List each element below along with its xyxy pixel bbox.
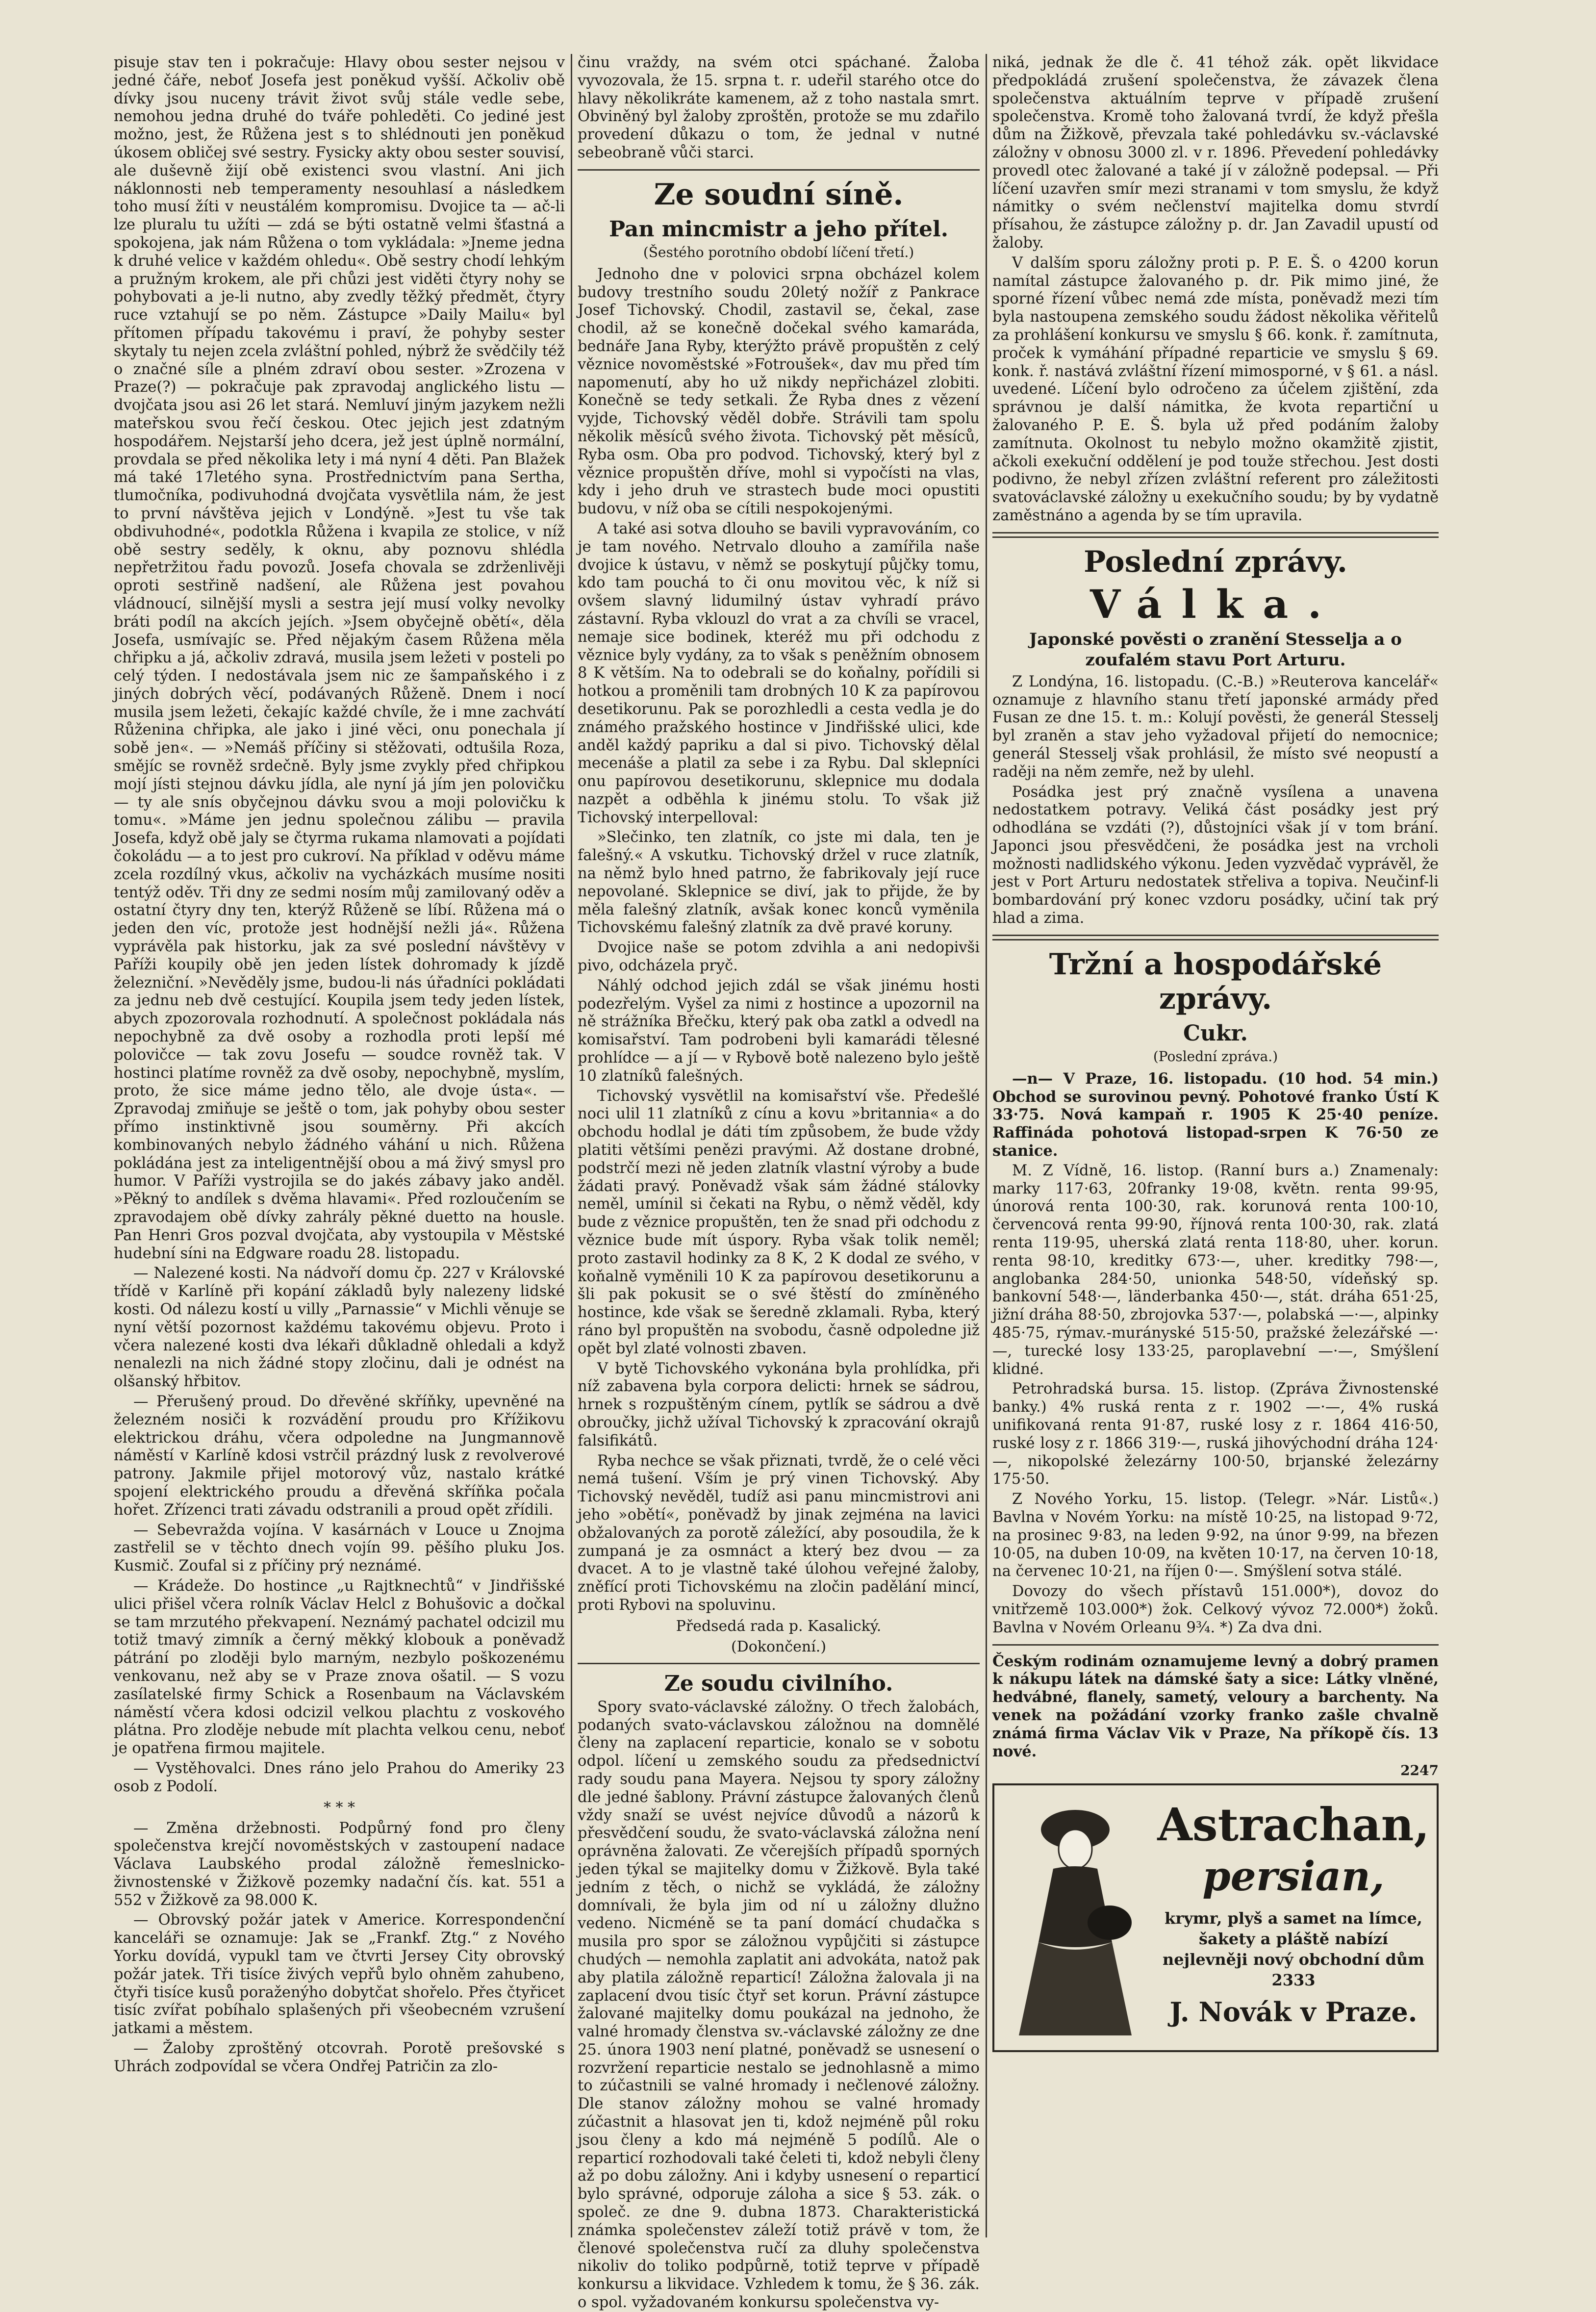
column-rule (571, 54, 572, 2237)
article-subtitle: (Šestého porotního období líčení třetí.) (643, 244, 914, 260)
ad-body (1156, 1908, 1431, 1990)
woman-figure-icon (1004, 1795, 1146, 2040)
divider (992, 532, 1439, 538)
notice-text: Českým rodinám oznamujeme levný a dobrý pramen k nákupu látek na dámské šaty a sice: Látky vlněné, hedvábné, flanely, sametý, veloury a barchenty. Na venek na požádání vzorky franko zašle chvalně známá firma Václav Vik v Praze, Na příkopě čís. 13 nové. (992, 1652, 1439, 1760)
article-chair: Předsedá rada p. Kasalický. (676, 1617, 882, 1635)
notice-number: 2247 (1400, 1762, 1439, 1779)
market-text: Dovozy do všech přístavů 151.000*), dovoz do vnitřzemě 103.000*) žok. Celkový vývoz 72.000*) žoků. Bavlna v Novém Orleanu 9¾. *) Za dva dni. (992, 1583, 1439, 1636)
article-text: — Změna držebnosti. Podpůrný fond pro členy společenstva krejčí novoměstských v zastoupení nadace Václava Laubského prodal záložně řemeslnicko-živnostenské v Žižkově pozemky nadační čís. kat. 551 a 552 v Žižkově za 98.000 K. (114, 1819, 565, 1909)
divider (578, 169, 980, 171)
article-text: pisuje stav ten i pokračuje: Hlavy obou sester nejsou v jedné čáře, neboť Josefa jest poněkud vyšší. Ačkoliv obě dívky jsou nuceny trávit život svůj stále vedle sebe, nemohou jedna druhé do tváře pohleděti. Co jediné jest možno, jest, že Růžena jest s to shlédnouti jen poněkud úkosem obličej své sestry. Fysicky akty obou sester souvisí, ale duševně žijí obě existenci svou vlastní. Ani jich náklonnosti neb temperamenty nesouhlasí a následkem toho musí žíti v neustálém kompromisu. Dvojice ta — ač-li lze pluralu tu užíti — zdá se býti ostatně velmi šťastná a spokojena, jak nám Růžena o tom vykládala: »Jneme jedna k druhé velice v každém ohledu«. Obě sestry chodí lehkým a pružným krokem, ale při chůzi jest viděti čtyry nohy se pohybovati a je-li nutno, aby zvedly těžký předmět, čtyry ruce vztahují se po něm. Zástupce »Daily Mailu« byl přítomen případu takovému i praví, že pohyby sester skytaly tu nejen zcela zvláštní pohled, nýbrž že svědčily též o značné síle a plném zdraví obou sester. »Zrozena v Praze(?) — pokračuje pak zpravodaj anglického listu — dvojčata jsou asi 26 let stará. Nemluví jiným jazykem nežli mateřskou svou řečí českou. Otec jejich jest zdatným hospodářem. Nejstarší jeho dcera, jež jest úplně normální, provdala se před několika lety i má nyní 4 děti. Pan Blažek má také 17letého syna. Prostřednictvím pana Sertha, tlumočníka, podivuhodná dvojčata vysvětlila nám, že jest to první návštěva jejich v Londýně. »Jest tu vše tak obdivuhodné«, podotkla Růžena i kvapila ze stolice, v níž obě sestry seděly, k oknu, aby poznovu shlédla nepřetržitou řadu povozů. Josefa chovala se zdrženlivěji oproti sestřině nadšení, ale Růžena jest povahou vládnoucí, silnější mysli a sestra její musí volky nevolky bráti podíl na akcích jejích. »Jsem obyčejně obětí«, děla Josefa, usmívajíc se. Před nějakým časem Růžena měla chřipku a já, ačkoliv zdravá, musila jsem ležeti v posteli po celý týden. I nedostávala jsem nic ze šampaňského i z jiných dobrých věcí, podávaných Růženě. Dnem i nocí musila jsem ležeti, čekajíc každé chvíle, že i mne zachvátí Růženina chřipka, ale jako i jiné věci, onu ponechala jí sobě jen«. — »Nemáš příčiny si stěžovati, odtušila Roza, smějíc se rovněž srdečně. Byly jsme zvykly před chřipkou mojí jísti stejnou dávku jídla, ale nyní já jím jen polovičku — ty ale snís obyčejnou dávku svou a moji polovičku k tomu«. »Máme jen jednu společnou zálibu — pravila Josefa, když obě jaly se čtyrma rukama nlamovati a pojídati čokoládu — a to jest pro cukroví. Na příklad v oděvu máme zcela rozdílný vkus, ačkoliv na vycházkách musíme nositi tentýž oděv. Tři dny ze sedmi nosím můj zamilovaný oděv a ostatní čtyry dny ten, kterýž Růženě se líbí. Růžena má o jeden den víc, protože jest hodnější nežli já«. Růžena vyprávěla pak historku, jak za své poslední návštěvy v Paříži koupily obě jen jeden lístek dohromady k jízdě železniční. »Nevěděly jsme, budou-li nás úřadníci pokládati za jednu neb dvě cestující. Koupila jsem tedy jeden lístek, abych zpozorovala rozhodnutí. A společnost pokládala nás nepochybně za dvě osoby a rozhodla proti lepší mé polovičce — tak zovu Josefu — soudce rovněž tak. V hostinci platíme rovněž za dvě osoby, nepochybně, myslím, proto, že sice máme jedno tělo, ale dvoje ústa«. — Zpravodaj zmiňuje se ještě o tom, jak pohyby obou sester přímo instinktivně jsou souměrny. Při akcích kombinovaných nebylo žádného váhání u nich. Růžena pokládána jest za inteligentnější obou a má živý smysl pro humor. V Paříži vystrojila se do jakés zábavy jako anděl. »Pěkný to andílek s dvěma hlavami«. Před rozloučením se zpravodajem obě dívky zahrály pěkné duetto na housle. Pan Henri Gros pozval dvojčata, aby vystoupila v Městské hudební síni na Edgware roadu 28. listopadu. (114, 54, 565, 1262)
article-text: niká, jednak že dle č. 41 téhož zák. opět likvidace předpokládá zrušení společenstva, že závazek člena společenstva aktuálním teprve v případě zrušení společenstva. Kromě toho žalovaná tvrdí, že když přešla dům na Žižkově, převzala také pohledávku sv.-václavské záložny v obnosu 3000 zl. v r. 1896. Převedení pohledávky provedl otec žalované a také jí v záložně podepsal. — Při líčení uzavřen smír mezi stranami v tom smyslu, že když námitky o svém nečlenství majitelka domu stvrdí přísahou, že zástupce záložny p. dr. Jan Zavadil upustí od žaloby. (992, 54, 1439, 252)
ad-firm: J. Novák v Praze. (1169, 1996, 1418, 2028)
article-text: A také asi sotva dlouho se bavili vypravováním, co je tam nového. Netrvalo dlouho a zamířila naše dvojice k ústavu, v němž se poskytují půjčky tomu, kdo tam pouchá to či onu movitou věc, k níž si ovšem slavný lidumilný ústav vyhradí právo zástavní. Ryba vklouzl do vrat a za chvíli se vracel, nemaje sice bodinek, kteréž mu při odchodu z věznice byly vydány, za to však s peněžním obnosem 8 K větším. Na to odebrali se do koňalny, pořídili si hotkou a proměnili tam drobných 10 K za papírovou desetikorunu. Pak se porozhledli a cesta vedla je do známého pražského hostince v Jindřišské ulici, kde anděl každý papriku a dal si pivo. Tichovský dělal mecenáše a platil za sebe i za Rybu. Dal sklepníci onu papírovou desetikorunu, sklepnice mu dodala nazpět a odběhla k jinému stolu. To však již Tichovský interpelloval: (578, 520, 980, 826)
article-text: Tichovský vysvětlil na komisařství vše. Předešlé noci ulil 11 zlatníků z cínu a kovu »britannia« a do obchodu hodlal je dáti tím způsobem, že bude vždy platiti většími penězi pravými. Až dostane drobné, podstrčí mezi ně jeden zlatník vlastní výroby a bude žádati pravý. Poněvadž však sám žádné stálovky neměl, umínil si čekati na Rybu, o němž věděl, kdy bude z věznice propuštěn, ten že snad při odchodu z věznice bude mít úspory. Ryba však tolik neměl; proto zastavil hodinky za 8 K, 2 K dodal ze svého, v koňalně vyměnili 10 K za papírovou desetikorunu a šli pak pokusit se o své štěstí do zmíněného hostince, kde však se šeredně zklamali. Ryba, který ráno byl propuštěn na svobodu, časně odpoledne již opět byl zlaté volnosti zbaven. (578, 1087, 980, 1357)
column-right (992, 54, 1439, 2237)
market-text: Z Nového Yorku, 15. listop. (Telegr. »Nár. Listů«.) Bavlna v Novém Yorku: na místě 10·25, na listopad 9·72, na prosinec 9·83, na leden 9·92, na únor 9·99, na březen 10·05, na duben 10·09, na květen 10·17, na červen 10·18, na červenec 10·21, na říjen 0·—. Smýšlení sotva stálé. (992, 1491, 1439, 1580)
article-text: »Slečinko, ten zlatník, co jste mi dala, ten je falešný.« A vskutku. Tichovský držel v ruce zlatník, na němž bylo hned patrno, že fabrikovaly její ruce nepovolané. Sklepnice se diví, jak to přijde, že by měla falešný zlatník, avšak konec konců vyměnila Tichovskému falešný zlatník za dvě pravé koruny. (578, 829, 980, 937)
article-text: — Sebevražda vojína. V kasárnách v Louce u Znojma zastřelil se v těchto dnech vojín 99. pěšího pluku Jos. Kusmič. Zoufal si z příčiny prý neznámé. (114, 1521, 565, 1575)
market-text: M. Z Vídně, 16. listop. (Ranní burs a.) Znamenaly: marky 117·63, 20franky 19·08, květn. renta 99·95, únorová renta 100·30, rak. korunová renta 100·10, červencová renta 99·90, říjnová renta 100·30, rak. zlatá renta 119·95, uherská zlatá renta 118·80, uher. korun. renta 98·10, kreditky 673·—, uher. kreditky 798·—, anglobanka 284·50, unionka 548·50, vídeňský sp. bankovní 548·—, länderbanka 450·—, stát. dráha 651·25, jižní dráha 88·50, zbrojovka 537·—, polabská —·—, alpinky 485·75, rýmav.-murányské 515·50, pražské železářské —·—, turecké losy 133·25, paroplavební —·—, Smýšlení klidné. (992, 1162, 1439, 1378)
article-text: Spory svato-václavské záložny. O třech žalobách, podaných svato-václavskou záložnou na domnělé členy na zaplacení reparticie, konalo se v sobotu odpol. líčení u zemského soudu za předsednictví rady soudu pana Mayera. Nejsou ty spory záložny dle jedné šablony. Právní zástupce žalovaných členů vždy snaží se uvést nejvíce důvodů a názorů k přesvědčení soudu, že svato-václavská záložna není oprávněna žalovati. Ze včerejších případů sporných jeden týkal se majitelky domu v Žižkově. Byla také jedním z těch, o nichž se vykládá, že záložny domnívali, že byla jim od ní u záložny dlužno vedeno. Nicméně se ta paní domácí chudačka s musila pro spor se záložnou vypůjčiti si zástupce chudých — nemohla zaplatit ani advokáta, natož pak aby platila záložně reparticí! Záložna žalovala ji na zaplacení dvou tisíc čtyř set korun. Právní zástupce žalované majitelky domu poukázal na jednoho, že valné hromady členstva sv.-václavské záložny ze dne 25. února 1903 není platné, poněvadž se usnesení o rozvržení reparticie nestalo se jednohlasně a mimo to zúčastnili se valné hromady i nečlenové záložny. Dle stanov záložny mohou se valné hromady zúčastnit a hlasovat jen ti, kdož nejméně půl roku jsou členy a kdo má nejméně 5 podílů. Ale o reparticí rozhodovali také čeleti ti, kdož nebyli členy až po dobu záložny. Ani i kdyby usnesení o reparticí bylo správné, odporuje záloha a sice § 53. zák. o společ. ze dne 9. dubna 1873. Charakteristická známka společenstev záleží totiž právě v tom, že členové společenstva ručí za dluhy společenstva nikoliv do toliko podpůrně, totiž teprve v případě konkursu a likvidace. Vzhledem k tomu, že § 36. zák. o spol. vyžadovaném konkursu společenstva vy- (578, 1698, 980, 2312)
market-text: Petrohradská bursa. 15. listop. (Zpráva Živnostenské banky.) 4% ruská renta z r. 1902 —·—, 4% ruská unifikovaná renta 91·87, ruské losy z r. 1864 416·50, ruské losy z r. 1866 319·—, ruská jihovýchodní dráha 124·—, nikopolské železárny 100·50, brjanské železárny 175·50. (992, 1380, 1439, 1488)
column-left (114, 54, 565, 2237)
section-heading: Ze soudu civilního. (664, 1671, 893, 1696)
article-text: Z Londýna, 16. listopadu. (C.-B.) »Reuterova kancelář« oznamuje z hlavního stanu třetí japonské armády před Fusan ze dne 15. t. m.: Kolují pověsti, že generál Stesselj byl zraněn a stav jeho vyžadoval přijetí do nemocnice; generál Stesselj však prohlásil, že místo své neopustí a raději na něm zemře, než by ulehl. (992, 673, 1439, 781)
subsection-heading: Cukr. (1183, 1020, 1248, 1046)
article-text: — Vystěhovalci. Dnes ráno jelo Prahou do Ameriky 23 osob z Podolí. (114, 1759, 565, 1795)
ad-body-text: krymr, plyš a samet na límce, šakety a pláště nabízí nejlevněji nový obchodní dům (1163, 1909, 1424, 1969)
divider (992, 935, 1439, 940)
section-stars: * * * (323, 1799, 355, 1816)
divider (578, 1663, 980, 1664)
article-text: V bytě Tichovského vykonána byla prohlídka, při níž zabavena byla corpora delicti: hrnek se sádrou, hrnek s rozpuštěným cínem, pytlík se sádrou a dvě obroučky, jichž užíval Tichovský k zpracování okrajů falsifikátů. (578, 1360, 980, 1449)
section-heading: Ze soudní síně. (654, 177, 904, 212)
divider (992, 1644, 1439, 1646)
article-text: — Žaloby zproštěný otcovrah. Porotě prešovské s Uhrách zodpovídal se včera Ondřej Patričin za zlo- (114, 2040, 565, 2075)
advertisement (992, 1783, 1439, 2052)
article-text: — Obrovský požár jatek v Americe. Korrespondenční kanceláři se oznamuje: Jak se „Frankf. Ztg.“ z Nového Yorku dovídá, vypukl tam ve čtvrti Jersey City obrovský požár jatek. Tři tisíce živých vepřů bylo ohněm zahubeno, čtyři tisíce kusů poraženýho dobytčat shořelo. Přes čtyřicet tisíc zvířat pobíhalo splašených při všeobecném vzrušení jatkami a městem. (114, 1911, 565, 2037)
market-text: —n— V Praze, 16. listopadu. (10 hod. 54 min.) Obchod se surovinou pevný. Pohotové franko Ústí K 33·75. Nová kampaň r. 1905 K 25·40 peníze. Raffináda pohotová listopad-srpen K 76·50 ze stanice. (992, 1069, 1439, 1160)
war-heading: Válka. (1089, 581, 1342, 627)
section-heading: Tržní a hospodářské zprávy. (1049, 947, 1382, 1016)
article-text: — Nalezené kosti. Na nádvoří domu čp. 227 v Královské třídě v Karlíně při kopání základů byly nalezeny lidské kosti. Od nálezu kostí u villy „Parnassie“ v Michli věnuje se nyní větší pozornost každému takovému objevu. Proto i včera nalezené kosti dva lékaři důkladně ohledali a když nenalezli na nich žádné stopy zločinu, dali je odnést na olšanský hřbitov. (114, 1265, 565, 1391)
article-text: V dalším sporu záložny proti p. P. E. Š. o 4200 korun namítal zástupce žalovaného p. dr. Pik mimo jiné, že sporné řízení vůbec nemá zde místa, poněvadž mezi tím byla nastoupena zemského soudu žádost několika věřitelů za prohlášení konkursu ve smyslu § 66. konk. ř. zamítnuta, proček k vymáhání případné reparticie ve smyslu § 69. konk. ř. nastává zvláštní řízení mimosporné, v § 61. a násl. uvedené. Líčení bylo odročeno za účelem zjištění, zda správnou je další námitka, že kvota repartiční u žalovaného P. E. Š. byla už před podáním žaloby zamítnuta. Okolnost tu nebylo možno okamžitě zjistit, ačkoli exekuční oddělení je pod touže střechou. Jest dosti podivno, že nebyl zřízen zvláštní referent pro záležitosti svatováclavské záložny u exekučního soudu; by by vydatně zaměstnáno a agenda by se tím upravila. (992, 254, 1439, 524)
article-title: Pan mincmistr a jeho přítel. (608, 216, 949, 242)
column-middle (578, 54, 980, 2312)
section-heading: Poslední zprávy. (1084, 544, 1347, 579)
column-rule (986, 54, 987, 2237)
war-headline: Japonské pověsti o zranění Stesselja a o zoufalém stavu Port Arturu. (1029, 629, 1402, 670)
article-text: Posádka jest prý značně vysílena a unavena nedostatkem potravy. Veliká část posádky jest prý odhodlána se vzdáti (?), důstojníci však jí v tom brání. Japonci jsou přesvědčeni, že posádka jest na vrcholi možnosti nadlidského výkonu. Jeden vyzvědač vyprávěl, že jest v Port Arturu nedostatek střeliva a topiva. Neučinf-li bombardování prý konec vzdoru posádky, učiní tak prý hlad a zima. (992, 783, 1439, 927)
ad-subtitle: persian, (1202, 1853, 1385, 1901)
ad-number: 2333 (1271, 1971, 1316, 1990)
article-text: činu vraždy, na svém otci spáchané. Žaloba vyvozovala, že 15. srpna t. r. udeřil starého otce do hlavy několikráte kamenem, až z toho nastala smrt. Obviněný byl žaloby zproštěn, protože se mu zdařilo provedení důkazu o tom, že jednal v nutné sebeobraně vůči starci. (578, 54, 980, 161)
article-text: Ryba nechce se však přiznati, tvrdě, že o celé věci nemá tušení. Vším je prý vinen Tichovský. Aby Tichovský nevěděl, tudíž asi panu mincmistrovi ani jeho »obětí«, poněvadž by jinak zejména na lavici obžalovaných za porotě záležící, aby posoudila, že k zumpaná je za osmnáct a který bez dvou — za dvacet. A to je vlastně také úlohou veřejné žaloby, zněfící proti Tichovskému na zločin padělání mincí, proti Rybovi na spoluvinu. (578, 1452, 980, 1614)
subsection-subtitle: (Poslední zpráva.) (1153, 1048, 1278, 1065)
article-text: — Krádeže. Do hostince „u Rajtknechtů“ v Jindřišské ulici přišel včera rolník Václav Helcl z Bohušovic a dočkal se tam mrzutého překvapení. Neznámý pachatel odcizil mu totiž tmavý zimník a černý měkký klobouk a poněvadž pátrání po zloději bylo marným, nezbylo poškozenému venkovanu, než aby se v Praze znova ošatil. — S vozu zasílatelské firmy Schick a Rosenbaum na Václavském náměstí včera kdosi odcizil velkou plachtu z voskového plátna. Pro zloděje nebude mít plachta velkou cenu, neboť je opatřena firmou majitele. (114, 1577, 565, 1757)
ad-title: Astrachan, (1157, 1798, 1430, 1852)
article-text: Jednoho dne v polovici srpna obcházel kolem budovy trestního soudu 20letý nožíř z Pankrace Josef Tichovský. Chodil, zastavil se, čekal, zase chodil, až se konečně dočekal svého kamaráda, bednáře Jana Ryby, kterýžto právě propuštěn z celý věznice novoměstské »Fotroušek«, dav mu před tím napomenutí, aby ho už nikdy nepřicházel zlobiti. Konečně se tedy setkali. Že Ryba dnes z vězení vyjde, Tichovský věděl dobře. Strávili tam spolu několik měsíců svého života. Tichovský pět měsíců, Ryba osm. Oba pro podvod. Tichovský, který byl z věznice propuštěn dříve, mohl si vypočísti na vlas, kdy i jeho druh ve strastech bude moci opustiti budovu, v níž oba se cítili nespokojenými. (578, 265, 980, 518)
article-text: Náhlý odchod jejich zdál se však jinému hosti podezřelým. Vyšel za nimi z hostince a upozornil na ně strážníka Břečku, který pak oba zatkl a odvedl na komisařství. Tam podrobeni byli kamarádi tělesné prohlídce — a jí — v Rybově botě nalezeno bylo ještě 10 zlatníků falešných. (578, 977, 980, 1085)
article-continued: (Dokončení.) (731, 1638, 827, 1655)
article-text: — Přerušený proud. Do dřevěné skříňky, upevněné na železném nosiči k rozvádění proudu pro Křížikovu elektrickou dráhu, včera odpoledne na Jungmannově náměstí v Karlíně kdosi vstrčil prázdný lusk z revolverové patrony. Jakmile přijel motorový vůz, nastalo krátké spojení elektrického proudu a dřevěná skříňka počala hořet. Zřízenci trati závadu odstranili a proud opět zřídili. (114, 1393, 565, 1519)
article-text: Dvojice naše se potom zdvihla a ani nedopivši pivo, odcházela pryč. (578, 939, 980, 975)
